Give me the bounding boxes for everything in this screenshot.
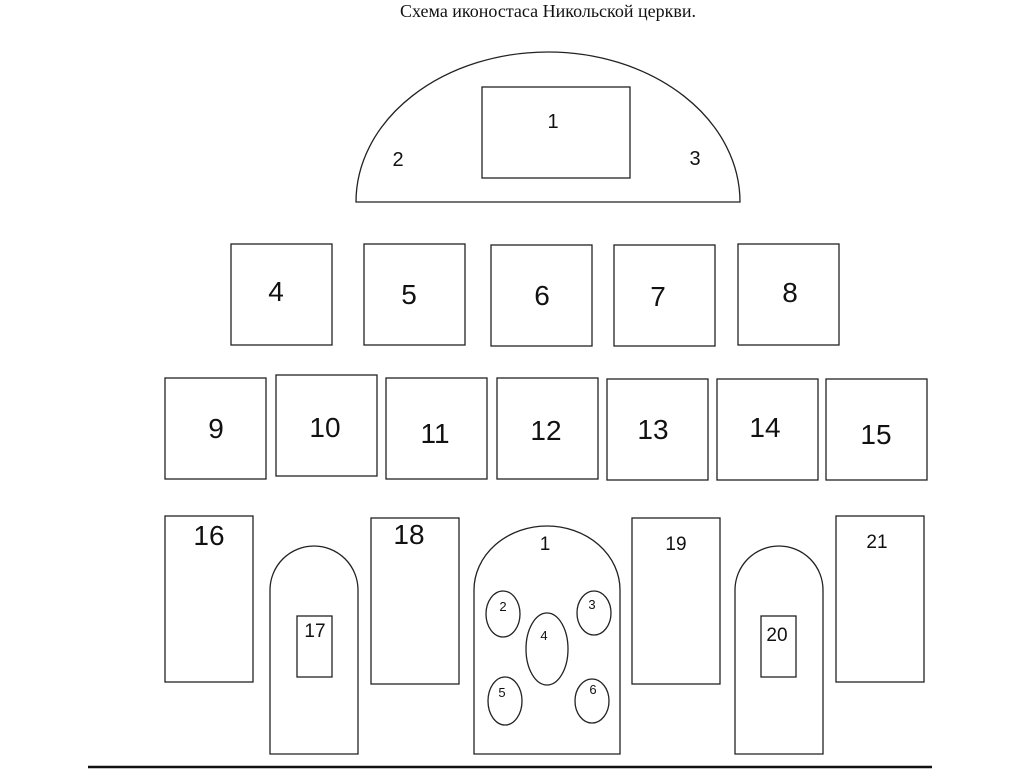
icon-label-10: 10 — [309, 412, 341, 443]
lunette-left-label: 2 — [392, 149, 404, 171]
lunette-central-label: 1 — [547, 111, 559, 133]
icon-label-17: 17 — [304, 621, 326, 642]
icon-label-13: 13 — [637, 414, 669, 445]
icon-label-4: 4 — [268, 276, 284, 307]
icon-label-20: 20 — [766, 625, 788, 646]
deesis-row — [231, 244, 839, 346]
royal-doors-arch-label: 1 — [539, 534, 551, 555]
icon-label-14: 14 — [749, 412, 781, 443]
icon-label-16: 16 — [193, 520, 225, 551]
lunette-right-label: 3 — [689, 148, 701, 170]
icon-label-6: 6 — [534, 280, 550, 311]
icon-label-12: 12 — [530, 415, 562, 446]
diagram-title: Схема иконостаса Никольской церкви. — [400, 1, 696, 21]
medallion-4 — [526, 613, 568, 685]
icon-label-7: 7 — [650, 281, 666, 312]
medallion-label-2: 2 — [499, 599, 507, 614]
lower-tier — [165, 516, 924, 754]
icon-label-8: 8 — [782, 277, 798, 308]
icon-label-5: 5 — [401, 279, 417, 310]
medallion-label-3: 3 — [588, 597, 596, 612]
feasts-row — [165, 375, 927, 480]
icon-label-9: 9 — [208, 413, 224, 444]
icon-label-19: 19 — [665, 534, 687, 555]
medallion-label-6: 6 — [589, 682, 597, 697]
lunette — [356, 52, 740, 202]
medallion-label-4: 4 — [540, 628, 548, 643]
icon-label-18: 18 — [393, 519, 425, 550]
icon-label-15: 15 — [860, 419, 892, 450]
medallion-2 — [486, 591, 520, 637]
icon-label-11: 11 — [420, 418, 450, 449]
icon-label-21: 21 — [866, 532, 888, 553]
medallion-label-5: 5 — [498, 685, 506, 700]
